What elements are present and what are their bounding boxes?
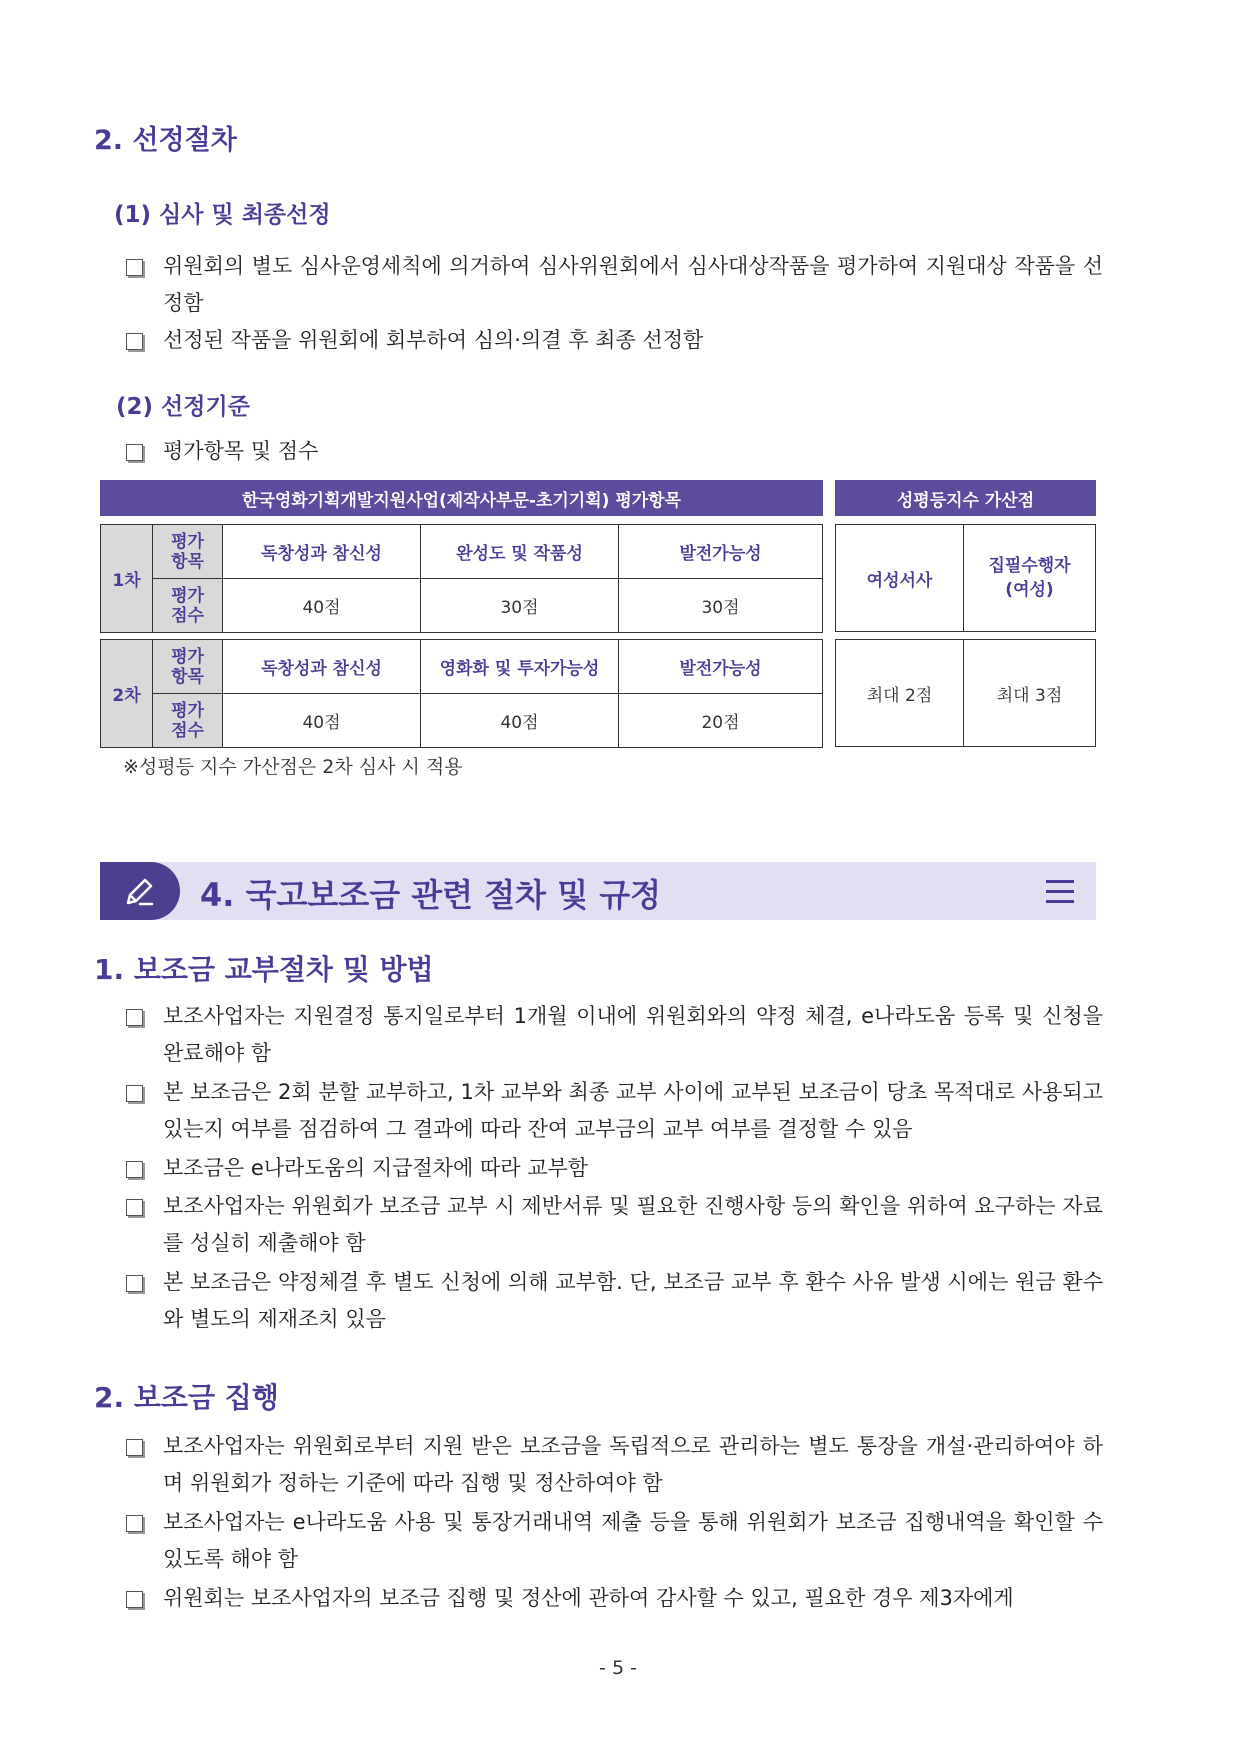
bullet-item: 평가항목 및 점수 [123,433,1103,470]
criteria-cell: 영화화 및 투자가능성 [421,640,619,694]
bullet-item: 위원회는 보조사업자의 보조금 집행 및 정산에 관하여 감사할 수 있고, 필요한 경우 제3자에게 [123,1580,1103,1617]
stage2-bonus-table [835,639,1096,747]
checkbox-bullet-icon [126,259,143,276]
bullet-item: 보조사업자는 지원결정 통지일로부터 1개월 이내에 위원회와의 약정 체결, e나라도움 등록 및 신청을 완료해야 함 [123,998,1103,1072]
score-cell: 40점 [421,694,619,748]
score-cell: 30점 [421,579,619,633]
score-cell: 40점 [223,694,421,748]
row-header: 평가 항목 [153,640,223,694]
checkbox-bullet-icon [126,1439,143,1456]
bonus-score-cell: 최대 2점 [836,640,964,747]
checkbox-bullet-icon [126,333,143,350]
bullet-item: 선정된 작품을 위원회에 회부하여 심의·의결 후 최종 선정함 [123,322,1103,359]
stage1-bonus-table [835,524,1096,632]
criteria-cell: 완성도 및 작품성 [421,525,619,579]
row-header: 평가 점수 [153,694,223,748]
stage1-eval-table [100,524,823,633]
section-title: 2. 선정절차 [94,125,237,156]
bonus-criteria-cell: 여성서사 [836,525,964,632]
checkbox-bullet-icon [126,1161,143,1178]
bullet-item: 보조사업자는 위원회로부터 지원 받은 보조금을 독립적으로 관리하는 별도 통장을 개설·관리하여야 하며 위원회가 정하는 기준에 따라 집행 및 정산하여야 함 [123,1428,1103,1502]
section-banner [100,862,1096,920]
section-title: 4. 국고보조금 관련 절차 및 규정 [200,876,662,914]
criteria-cell: 발전가능성 [619,640,823,694]
stage2-eval-table [100,639,823,748]
score-cell: 20점 [619,694,823,748]
criteria-cell: 발전가능성 [619,525,823,579]
checkbox-bullet-icon [126,1085,143,1102]
criteria-cell: 독창성과 참신성 [223,640,421,694]
checkbox-bullet-icon [126,1515,143,1532]
page-number: - 5 - [599,1657,637,1679]
score-cell: 30점 [619,579,823,633]
checkbox-bullet-icon [126,1009,143,1026]
score-cell: 40점 [223,579,421,633]
bullet-item: 보조금은 e나라도움의 지급절차에 따라 교부함 [123,1150,1103,1187]
subsection-title: (2) 선정기준 [116,394,250,420]
bonus-score-cell: 최대 3점 [964,640,1096,747]
stage-label: 2차 [101,640,153,748]
bullet-item: 보조사업자는 위원회가 보조금 교부 시 제반서류 및 필요한 진행사항 등의 확인을 위하여 요구하는 자료를 성실히 제출해야 함 [123,1188,1103,1262]
row-header: 평가 항목 [153,525,223,579]
table-note: ※성평등 지수 가산점은 2차 심사 시 적용 [123,756,463,778]
bullet-item: 위원회의 별도 심사운영세칙에 의거하여 심사위원회에서 심사대상작품을 평가하여 지원대상 작품을 선정함 [123,248,1103,322]
criteria-cell: 독창성과 참신성 [223,525,421,579]
stage-label: 1차 [101,525,153,633]
menu-icon [1046,877,1074,905]
eval-table-header: 한국영화기획개발지원사업(제작사부문-초기기획) 평가항목 [100,480,823,516]
pencil-icon [122,875,156,909]
row-header: 평가 점수 [153,579,223,633]
bullet-item: 본 보조금은 약정체결 후 별도 신청에 의해 교부함. 단, 보조금 교부 후 환수 사유 발생 시에는 원금 환수와 별도의 제재조치 있음 [123,1264,1103,1338]
bonus-table-header: 성평등지수 가산점 [835,480,1096,516]
subsection-title: 1. 보조금 교부절차 및 방법 [94,953,434,986]
checkbox-bullet-icon [126,444,143,461]
bullet-item: 본 보조금은 2회 분할 교부하고, 1차 교부와 최종 교부 사이에 교부된 보조금이 당초 목적대로 사용되고 있는지 여부를 점검하여 그 결과에 따라 잔여 교부금의 교부 여부를 결정할 수 있음 [123,1074,1103,1148]
subsection-title: (1) 심사 및 최종선정 [114,202,331,228]
subsection-title: 2. 보조금 집행 [94,1381,279,1414]
checkbox-bullet-icon [126,1591,143,1608]
checkbox-bullet-icon [126,1199,143,1216]
banner-tab [100,862,180,920]
checkbox-bullet-icon [126,1275,143,1292]
bullet-item: 보조사업자는 e나라도움 사용 및 통장거래내역 제출 등을 통해 위원회가 보조금 집행내역을 확인할 수 있도록 해야 함 [123,1504,1103,1578]
bonus-criteria-cell: 집필수행자 (여성) [964,525,1096,632]
